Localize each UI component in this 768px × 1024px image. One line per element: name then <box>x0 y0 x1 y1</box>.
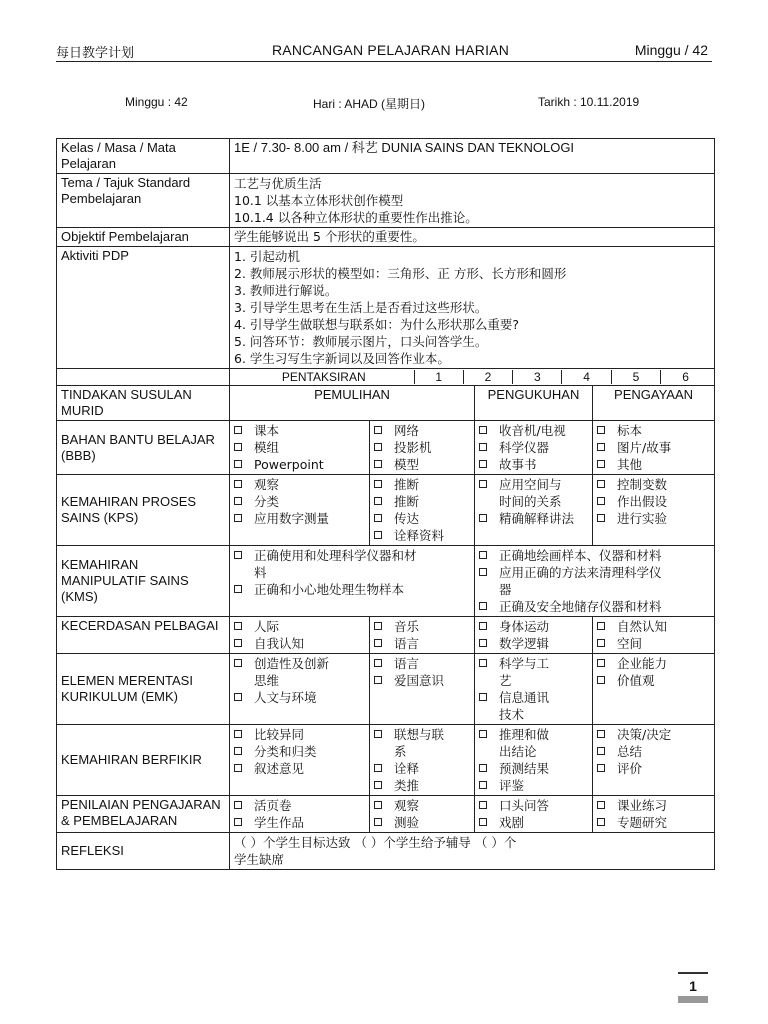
checkbox[interactable] <box>374 443 382 451</box>
kecerdasan-col4 <box>593 617 715 654</box>
row-objektif <box>57 228 715 247</box>
option-label-cont: 艺 <box>499 673 512 688</box>
checkbox[interactable] <box>479 480 487 488</box>
option-label: 进行实验 <box>617 511 668 526</box>
checkbox[interactable] <box>597 460 605 468</box>
option-label: 正确和小心地处理生物样本 <box>254 582 405 597</box>
option-label-cont: 时间的关系 <box>499 494 562 509</box>
checkbox[interactable] <box>597 497 605 505</box>
pentaksiran-level: 6 <box>682 370 689 384</box>
option-label: 模型 <box>394 457 420 472</box>
refleksi-line: 学生缺席 <box>234 852 285 867</box>
checkbox[interactable] <box>479 551 487 559</box>
row-pentaksiran <box>57 369 715 386</box>
checkbox[interactable] <box>374 480 382 488</box>
header-left-title: 每日教学计划 <box>56 46 135 61</box>
kelas-label: Kelas / Masa / Mata Pelajaran <box>57 139 230 174</box>
aktiviti-line: 1. 引起动机 <box>234 249 300 264</box>
option-label: 收音机/电视 <box>499 423 566 438</box>
option-label: 联想与联 <box>394 727 445 742</box>
checkbox[interactable] <box>374 781 382 789</box>
berfikir-col2 <box>370 725 475 796</box>
row-penilaian <box>57 796 715 833</box>
option-label: 作出假设 <box>617 494 668 509</box>
emk-label: ELEMEN MERENTASI KURIKULUM (EMK) <box>57 654 230 725</box>
option-label: 总结 <box>617 744 643 759</box>
checkbox[interactable] <box>374 426 382 434</box>
option-label: 自我认知 <box>254 636 305 651</box>
option-label: 自然认知 <box>617 619 668 634</box>
option-label: 分类和归类 <box>254 744 317 759</box>
option-label: 科学仪器 <box>499 440 550 455</box>
header-week: Minggu / 42 <box>634 42 708 58</box>
option-label: 企业能力 <box>617 656 668 671</box>
checkbox[interactable] <box>479 693 487 701</box>
emk-col4 <box>593 654 715 725</box>
checkbox[interactable] <box>479 781 487 789</box>
pentaksiran-level: 5 <box>611 370 660 384</box>
tindakan-pemulihan: PEMULIHAN <box>230 386 475 421</box>
tema-line: 10.1.4 以各种立体形状的重要性作出推论。 <box>234 210 478 225</box>
pentaksiran-table <box>234 370 710 384</box>
option-label: 网络 <box>394 423 420 438</box>
tindakan-label: TINDAKAN SUSULAN MURID <box>57 386 230 421</box>
row-kecerdasan <box>57 617 715 654</box>
aktiviti-line: 5. 问答环节：教师展示图片，口头问答学生。 <box>234 334 488 349</box>
option-label: 戏剧 <box>499 815 525 830</box>
checkbox[interactable] <box>597 747 605 755</box>
option-label: 人际 <box>254 619 280 634</box>
kecerdasan-col3 <box>475 617 593 654</box>
checkbox[interactable] <box>374 659 382 667</box>
checkbox[interactable] <box>597 659 605 667</box>
bbb-col2 <box>370 421 475 475</box>
checkbox[interactable] <box>234 801 242 809</box>
row-kelas <box>57 139 715 174</box>
aktiviti-line: 6. 学生习写生字新词以及回答作业本。 <box>234 351 450 366</box>
checkbox[interactable] <box>597 514 605 522</box>
option-label: 投影机 <box>394 440 432 455</box>
bbb-col4 <box>593 421 715 475</box>
bbb-col1 <box>230 421 370 475</box>
checkbox[interactable] <box>374 730 382 738</box>
kecerdasan-col2 <box>370 617 475 654</box>
pentaksiran-level: 1 <box>414 370 463 384</box>
option-label: 音乐 <box>394 619 420 634</box>
option-label: 正确地绘画样本、仪器和材料 <box>499 548 662 563</box>
option-label: 课业练习 <box>617 798 668 813</box>
checkbox[interactable] <box>479 443 487 451</box>
option-label: 图片/故事 <box>617 440 672 455</box>
aktiviti-label: Aktiviti PDP <box>57 247 230 369</box>
checkbox[interactable] <box>234 480 242 488</box>
refleksi-label: REFLEKSI <box>57 833 230 870</box>
refleksi-content <box>230 833 715 870</box>
option-label: 人文与环境 <box>254 690 317 705</box>
meta-hari: Hari : AHAD (星期日) <box>313 97 426 111</box>
pentaksiran-blank <box>57 369 230 386</box>
checkbox[interactable] <box>479 514 487 522</box>
emk-col2 <box>370 654 475 725</box>
checkbox[interactable] <box>234 818 242 826</box>
checkbox[interactable] <box>374 676 382 684</box>
checkbox[interactable] <box>234 747 242 755</box>
meta-tarikh: Tarikh : 10.11.2019 <box>538 95 640 109</box>
option-label: 推断 <box>394 494 420 509</box>
checkbox[interactable] <box>597 443 605 451</box>
berfikir-col4 <box>593 725 715 796</box>
option-label: 故事书 <box>499 457 537 472</box>
option-label: 科学与工 <box>499 656 550 671</box>
berfikir-col3 <box>475 725 593 796</box>
emk-col3 <box>475 654 593 725</box>
option-label: 爱国意识 <box>394 673 445 688</box>
option-label: 类推 <box>394 778 420 793</box>
checkbox[interactable] <box>374 801 382 809</box>
row-tindakan <box>57 386 715 421</box>
option-label: 观察 <box>394 798 420 813</box>
option-label: 信息通讯 <box>499 690 550 705</box>
option-label-cont: 思维 <box>254 673 280 688</box>
checkbox[interactable] <box>234 585 242 593</box>
option-label: 空间 <box>617 636 643 651</box>
checkbox[interactable] <box>479 568 487 576</box>
option-label-cont: 出结论 <box>499 744 537 759</box>
kps-col1 <box>230 475 370 546</box>
checkbox[interactable] <box>374 818 382 826</box>
option-label: 课本 <box>254 423 280 438</box>
row-aktiviti <box>57 247 715 369</box>
penilaian-label: PENILAIAN PENGAJARAN & PEMBELAJARAN <box>57 796 230 833</box>
row-kps <box>57 475 715 546</box>
tindakan-pengayaan: PENGAYAAN <box>593 386 715 421</box>
checkbox[interactable] <box>597 622 605 630</box>
checkbox[interactable] <box>234 659 242 667</box>
checkbox[interactable] <box>597 639 605 647</box>
option-label: 观察 <box>254 477 280 492</box>
option-label-cont: 器 <box>499 582 512 597</box>
penilaian-col3 <box>475 796 593 833</box>
checkbox[interactable] <box>374 514 382 522</box>
checkbox[interactable] <box>374 497 382 505</box>
tema-line: 10.1 以基本立体形状创作模型 <box>234 193 404 208</box>
checkbox[interactable] <box>234 426 242 434</box>
option-label: 评价 <box>617 761 643 776</box>
checkbox[interactable] <box>234 443 242 451</box>
kms-label: KEMAHIRAN MANIPULATIF SAINS (KMS) <box>57 546 230 617</box>
checkbox[interactable] <box>374 460 382 468</box>
checkbox[interactable] <box>374 622 382 630</box>
option-label: 应用数字测量 <box>254 511 330 526</box>
penilaian-col2 <box>370 796 475 833</box>
checkbox[interactable] <box>479 622 487 630</box>
option-label: 比较异同 <box>254 727 305 742</box>
checkbox[interactable] <box>374 764 382 772</box>
option-label: 叙述意见 <box>254 761 305 776</box>
page-header <box>56 42 712 62</box>
option-label: 应用正确的方法来清理科学仪 <box>499 565 662 580</box>
checkbox[interactable] <box>479 460 487 468</box>
kps-col3 <box>475 475 593 546</box>
option-label: 正确及安全地储存仪器和材料 <box>499 599 662 614</box>
option-label: 分类 <box>254 494 280 509</box>
checkbox[interactable] <box>597 730 605 738</box>
option-label: 决策/决定 <box>617 727 672 742</box>
berfikir-col1 <box>230 725 370 796</box>
option-label: 传达 <box>394 511 420 526</box>
option-label: 测验 <box>394 815 420 830</box>
penilaian-col1 <box>230 796 370 833</box>
option-label: 其他 <box>617 457 643 472</box>
option-label: 学生作品 <box>254 815 305 830</box>
aktiviti-line: 2. 教师展示形状的模型如：三角形、正 方形、长方形和圆形 <box>234 266 567 281</box>
checkbox[interactable] <box>479 730 487 738</box>
checkbox[interactable] <box>597 480 605 488</box>
checkbox[interactable] <box>597 676 605 684</box>
option-label-cont: 技术 <box>499 707 525 722</box>
checkbox[interactable] <box>479 426 487 434</box>
option-label: 创造性及创新 <box>254 656 330 671</box>
tema-label: Tema / Tajuk Standard Pembelajaran <box>57 174 230 228</box>
checkbox[interactable] <box>479 602 487 610</box>
option-label-cont: 系 <box>394 744 407 759</box>
pentaksiran-level: 4 <box>562 370 611 384</box>
checkbox[interactable] <box>234 639 242 647</box>
berfikir-label: KEMAHIRAN BERFIKIR <box>57 725 230 796</box>
option-label: 口头问答 <box>499 798 550 813</box>
tindakan-pengukuhan: PENGUKUHAN <box>475 386 593 421</box>
bbb-label: BAHAN BANTU BELAJAR (BBB) <box>57 421 230 475</box>
row-emk <box>57 654 715 725</box>
row-tema <box>57 174 715 228</box>
emk-col1 <box>230 654 370 725</box>
kecerdasan-label: KECERDASAN PELBAGAI <box>57 617 230 654</box>
checkbox[interactable] <box>234 551 242 559</box>
kps-col2 <box>370 475 475 546</box>
checkbox[interactable] <box>597 818 605 826</box>
header-center-title: RANCANGAN PELAJARAN HARIAN <box>272 42 510 58</box>
kecerdasan-col1 <box>230 617 370 654</box>
bbb-col3 <box>475 421 593 475</box>
meta-minggu: Minggu : 42 <box>125 95 188 109</box>
checkbox[interactable] <box>234 693 242 701</box>
kelas-value: 1E / 7.30- 8.00 am / 科艺 DUNIA SAINS DAN TEKNOLOGI <box>230 139 715 174</box>
lesson-plan-table <box>56 138 715 870</box>
page-number: 1 <box>678 972 708 1003</box>
checkbox[interactable] <box>597 426 605 434</box>
row-bbb <box>57 421 715 475</box>
tema-content <box>230 174 715 228</box>
tema-line: 工艺与优质生活 <box>234 176 322 191</box>
checkbox[interactable] <box>479 801 487 809</box>
aktiviti-line: 4. 引导学生做联想与联系如：为什么形状那么重要? <box>234 317 520 332</box>
option-label: 语言 <box>394 656 420 671</box>
checkbox[interactable] <box>479 639 487 647</box>
option-label: 语言 <box>394 636 420 651</box>
kps-label: KEMAHIRAN PROSES SAINS (KPS) <box>57 475 230 546</box>
option-label: 诠释资料 <box>394 528 445 543</box>
checkbox[interactable] <box>234 514 242 522</box>
penilaian-col4 <box>593 796 715 833</box>
objektif-value: 学生能够说出 5 个形状的重要性。 <box>230 228 715 247</box>
objektif-label: Objektif Pembelajaran <box>57 228 230 247</box>
option-label: 标本 <box>617 423 643 438</box>
checkbox[interactable] <box>479 818 487 826</box>
aktiviti-line: 3. 教师进行解说。 <box>234 283 338 298</box>
row-berfikir <box>57 725 715 796</box>
pentaksiran-label: PENTAKSIRAN <box>234 370 414 384</box>
checkbox[interactable] <box>374 639 382 647</box>
option-label: 推理和做 <box>499 727 550 742</box>
option-label-cont: 料 <box>254 565 267 580</box>
row-refleksi <box>57 833 715 870</box>
aktiviti-content <box>230 247 715 369</box>
option-label: Powerpoint <box>254 457 324 472</box>
row-kms <box>57 546 715 617</box>
checkbox[interactable] <box>374 531 382 539</box>
option-label: 数学逻辑 <box>499 636 550 651</box>
option-label: 模组 <box>254 440 280 455</box>
option-label: 应用空间与 <box>499 477 562 492</box>
checkbox[interactable] <box>234 730 242 738</box>
option-label: 诠释 <box>394 761 420 776</box>
option-label: 价值观 <box>617 673 655 688</box>
option-label: 评鉴 <box>499 778 525 793</box>
checkbox[interactable] <box>234 764 242 772</box>
kps-col4 <box>593 475 715 546</box>
checkbox[interactable] <box>234 460 242 468</box>
pentaksiran-level: 2 <box>463 370 512 384</box>
checkbox[interactable] <box>234 497 242 505</box>
checkbox[interactable] <box>234 622 242 630</box>
checkbox[interactable] <box>597 764 605 772</box>
option-label: 推断 <box>394 477 420 492</box>
option-label: 活页卷 <box>254 798 292 813</box>
option-label: 预测结果 <box>499 761 550 776</box>
checkbox[interactable] <box>597 801 605 809</box>
refleksi-line: （ ）个学生目标达致 （ ）个学生给予辅导 （ ）个 <box>234 835 517 850</box>
option-label: 控制变数 <box>617 477 668 492</box>
kms-right <box>475 546 715 617</box>
option-label: 身体运动 <box>499 619 550 634</box>
option-label: 正确使用和处理科学仪器和材 <box>254 548 417 563</box>
pentaksiran-level: 3 <box>513 370 562 384</box>
pentaksiran-cell <box>230 369 715 386</box>
aktiviti-line: 3. 引导学生思考在生活上是否看过这些形状。 <box>234 300 488 315</box>
checkbox[interactable] <box>479 764 487 772</box>
option-label: 精确解释讲法 <box>499 511 575 526</box>
kms-left <box>230 546 475 617</box>
checkbox[interactable] <box>479 659 487 667</box>
option-label: 专题研究 <box>617 815 668 830</box>
